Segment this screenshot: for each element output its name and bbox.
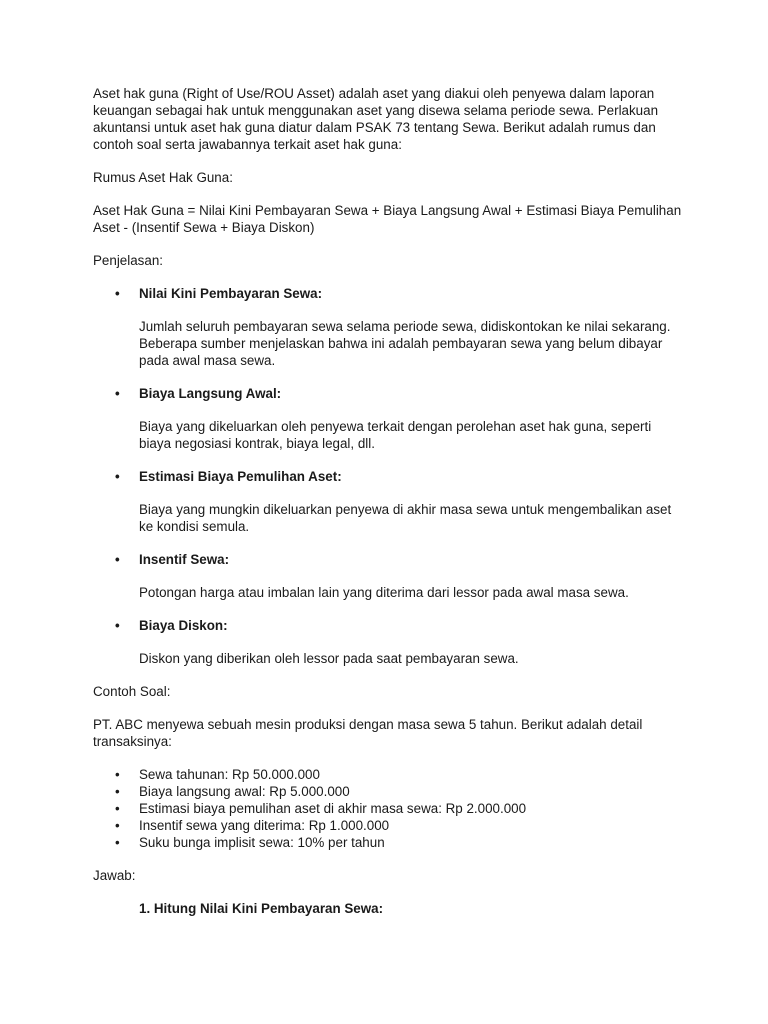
- formula-text: Aset Hak Guna = Nilai Kini Pembayaran Sewa + Biaya Langsung Awal + Estimasi Biaya Pemulihan Aset - (Insentif Sewa + Biaya Diskon): [93, 203, 682, 235]
- explanation-item: [93, 617, 683, 667]
- answer-heading: Jawab:: [93, 868, 136, 883]
- bullet-icon: •: [115, 618, 120, 633]
- list-item: [93, 783, 683, 800]
- explanation-term: Insentif Sewa:: [139, 552, 230, 567]
- bullet-icon: •: [115, 784, 120, 799]
- explanation-desc: Potongan harga atau imbalan lain yang diterima dari lessor pada awal masa sewa.: [139, 585, 629, 600]
- bullet-icon: •: [115, 767, 120, 782]
- intro-paragraph: Aset hak guna (Right of Use/ROU Asset) adalah aset yang diakui oleh penyewa dalam laporan keuangan sebagai hak untuk menggunakan aset yang disewa selama periode sewa. Perlakuan akuntansi untuk aset hak guna diatur dalam PSAK 73 tentang Sewa. Berikut adalah rumus dan contoh soal serta jawabannya terkait aset hak guna:: [93, 86, 659, 152]
- example-text: PT. ABC menyewa sebuah mesin produksi dengan masa sewa 5 tahun. Berikut adalah detail transaksinya:: [93, 717, 643, 749]
- bullet-icon: •: [115, 552, 120, 567]
- explanation-item: [93, 468, 683, 535]
- detail-text: Sewa tahunan: Rp 50.000.000: [139, 767, 320, 782]
- example-heading: Contoh Soal:: [93, 684, 171, 699]
- step-1-title: 1. Hitung Nilai Kini Pembayaran Sewa:: [139, 901, 384, 916]
- explanation-term: Nilai Kini Pembayaran Sewa:: [139, 286, 323, 301]
- explanation-item: [93, 285, 683, 369]
- explanation-desc: Biaya yang dikeluarkan oleh penyewa terkait dengan perolehan aset hak guna, seperti biaya negosiasi kontrak, biaya legal, dll.: [139, 419, 652, 451]
- explanation-term: Biaya Langsung Awal:: [139, 386, 282, 401]
- explanation-heading: Penjelasan:: [93, 253, 163, 268]
- document-page: [93, 85, 683, 917]
- explanation-desc: Diskon yang diberikan oleh lessor pada saat pembayaran sewa.: [139, 651, 519, 666]
- list-item: [93, 766, 683, 783]
- explanation-desc: Jumlah seluruh pembayaran sewa selama periode sewa, didiskontokan ke nilai sekarang. Beberapa sumber menjelaskan bahwa ini adalah pembayaran sewa yang belum dibayar pada awal masa sewa.: [139, 319, 671, 368]
- transaction-details-list: [93, 766, 683, 851]
- list-item: [93, 834, 683, 851]
- detail-text: Biaya langsung awal: Rp 5.000.000: [139, 784, 350, 799]
- formula-heading: Rumus Aset Hak Guna:: [93, 170, 233, 185]
- list-item: [93, 817, 683, 834]
- explanation-item: [93, 551, 683, 601]
- bullet-icon: •: [115, 469, 120, 484]
- explanation-item: [93, 385, 683, 452]
- detail-text: Insentif sewa yang diterima: Rp 1.000.000: [139, 818, 390, 833]
- bullet-icon: •: [115, 801, 120, 816]
- detail-text: Estimasi biaya pemulihan aset di akhir masa sewa: Rp 2.000.000: [139, 801, 527, 816]
- bullet-icon: •: [115, 818, 120, 833]
- explanation-term: Estimasi Biaya Pemulihan Aset:: [139, 469, 342, 484]
- list-item: [93, 800, 683, 817]
- explanation-desc: Biaya yang mungkin dikeluarkan penyewa di akhir masa sewa untuk mengembalikan aset ke kondisi semula.: [139, 502, 672, 534]
- bullet-icon: •: [115, 386, 120, 401]
- bullet-icon: •: [115, 286, 120, 301]
- bullet-icon: •: [115, 835, 120, 850]
- detail-text: Suku bunga implisit sewa: 10% per tahun: [139, 835, 385, 850]
- explanation-term: Biaya Diskon:: [139, 618, 228, 633]
